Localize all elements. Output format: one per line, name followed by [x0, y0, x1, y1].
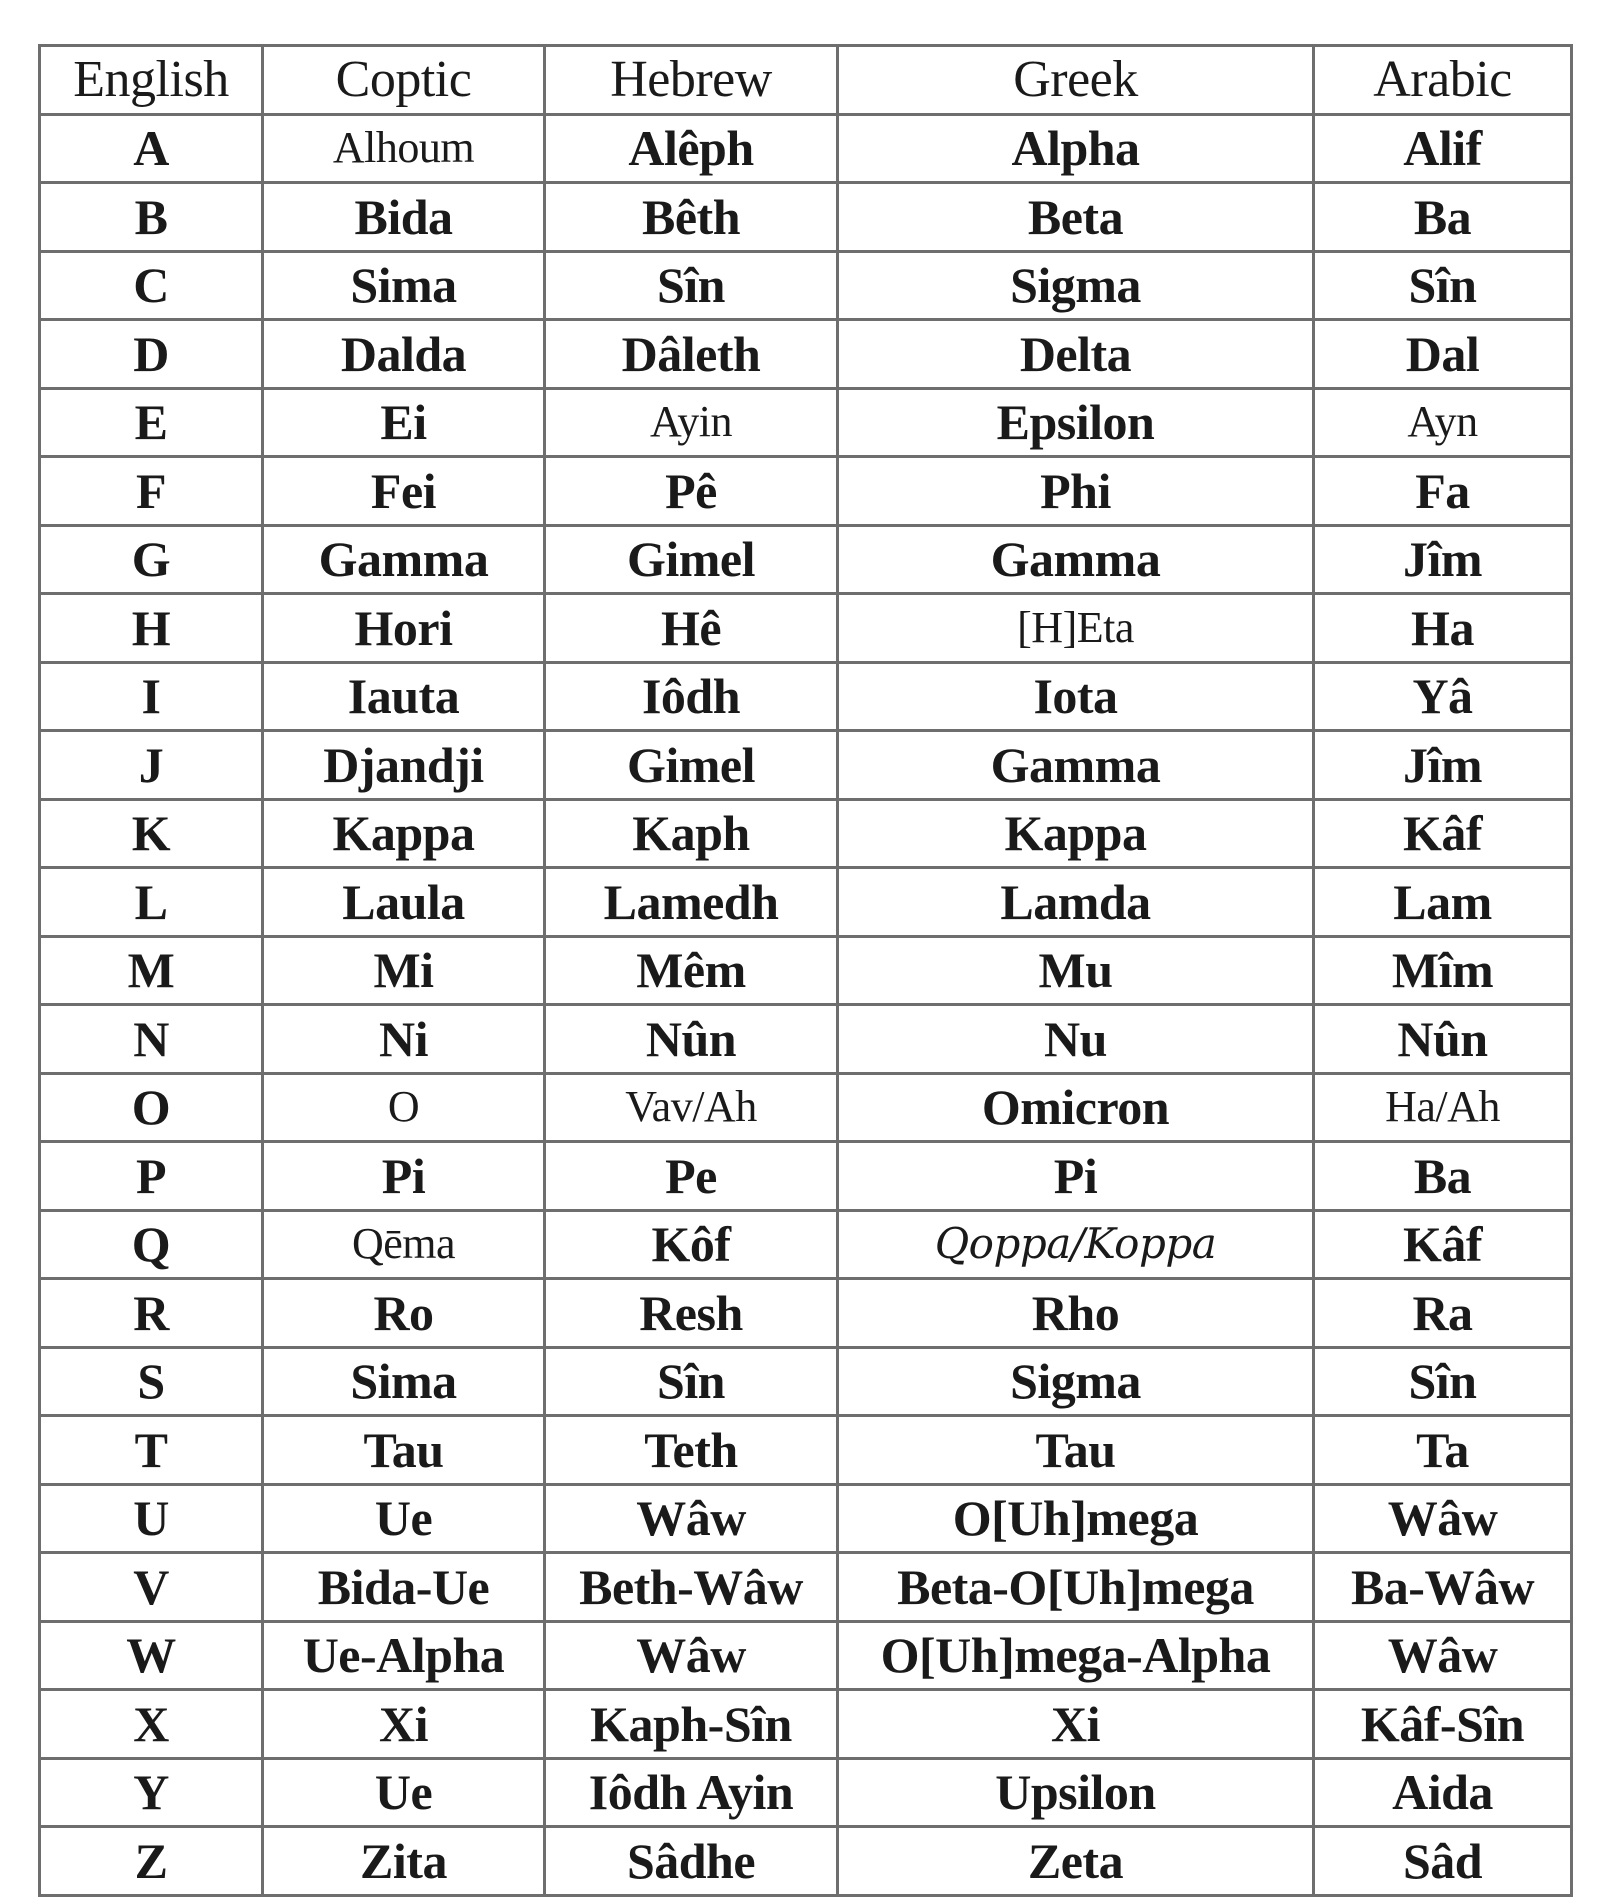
table-row: [40, 114, 1572, 183]
cell-arabic: Ba: [1314, 1142, 1572, 1211]
cell-hebrew: Alêph: [545, 114, 838, 183]
cell-hebrew: Iôdh Ayin: [545, 1758, 838, 1827]
cell-english: D: [40, 320, 263, 389]
cell-coptic: Xi: [263, 1690, 545, 1759]
cell-greek: Upsilon: [838, 1758, 1314, 1827]
cell-greek: Omicron: [838, 1073, 1314, 1142]
cell-hebrew: Kaph: [545, 799, 838, 868]
cell-greek: Beta: [838, 183, 1314, 252]
cell-coptic: Fei: [263, 457, 545, 526]
cell-hebrew: Nûn: [545, 1005, 838, 1074]
cell-hebrew: Resh: [545, 1279, 838, 1348]
cell-coptic: O: [263, 1073, 545, 1142]
cell-hebrew: Hê: [545, 594, 838, 663]
cell-greek: Sigma: [838, 1347, 1314, 1416]
cell-english: Z: [40, 1827, 263, 1896]
table-row: [40, 936, 1572, 1005]
cell-arabic: Lam: [1314, 868, 1572, 937]
cell-hebrew: Sâdhe: [545, 1827, 838, 1896]
cell-hebrew: Vav/Ah: [545, 1073, 838, 1142]
cell-greek: Nu: [838, 1005, 1314, 1074]
cell-arabic: Wâw: [1314, 1484, 1572, 1553]
table-row: [40, 388, 1572, 457]
cell-hebrew: Wâw: [545, 1484, 838, 1553]
cell-coptic: Bida-Ue: [263, 1553, 545, 1622]
header-hebrew: Hebrew: [545, 46, 838, 115]
cell-hebrew: Pê: [545, 457, 838, 526]
cell-coptic: Laula: [263, 868, 545, 937]
cell-arabic: Mîm: [1314, 936, 1572, 1005]
cell-arabic: Aida: [1314, 1758, 1572, 1827]
cell-english: E: [40, 388, 263, 457]
cell-english: A: [40, 114, 263, 183]
cell-coptic: Djandji: [263, 731, 545, 800]
cell-arabic: Ayn: [1314, 388, 1572, 457]
cell-arabic: Sîn: [1314, 251, 1572, 320]
cell-english: L: [40, 868, 263, 937]
cell-coptic: Sima: [263, 251, 545, 320]
cell-english: M: [40, 936, 263, 1005]
cell-greek: Pi: [838, 1142, 1314, 1211]
table-row: [40, 320, 1572, 389]
cell-greek: Phi: [838, 457, 1314, 526]
cell-hebrew: Gimel: [545, 731, 838, 800]
cell-greek: Kappa: [838, 799, 1314, 868]
cell-english: N: [40, 1005, 263, 1074]
table-row: [40, 525, 1572, 594]
cell-arabic: Fa: [1314, 457, 1572, 526]
cell-english: I: [40, 662, 263, 731]
cell-english: K: [40, 799, 263, 868]
cell-greek: Alpha: [838, 114, 1314, 183]
cell-greek: Iota: [838, 662, 1314, 731]
cell-hebrew: Sîn: [545, 1347, 838, 1416]
cell-english: Y: [40, 1758, 263, 1827]
cell-greek: Zeta: [838, 1827, 1314, 1896]
table-row: [40, 251, 1572, 320]
cell-hebrew: Mêm: [545, 936, 838, 1005]
table-header-row: [40, 46, 1572, 115]
cell-hebrew: Beth-Wâw: [545, 1553, 838, 1622]
cell-english: W: [40, 1621, 263, 1690]
table-row: [40, 1073, 1572, 1142]
cell-hebrew: Pe: [545, 1142, 838, 1211]
cell-hebrew: Kaph-Sîn: [545, 1690, 838, 1759]
cell-coptic: Ue-Alpha: [263, 1621, 545, 1690]
alphabet-comparison-table: [38, 44, 1573, 1897]
cell-arabic: Nûn: [1314, 1005, 1572, 1074]
cell-english: J: [40, 731, 263, 800]
cell-english: V: [40, 1553, 263, 1622]
table-body: [40, 114, 1572, 1895]
cell-coptic: Hori: [263, 594, 545, 663]
cell-greek: O[Uh]mega: [838, 1484, 1314, 1553]
table-row: [40, 1690, 1572, 1759]
cell-english: Q: [40, 1210, 263, 1279]
cell-coptic: Pi: [263, 1142, 545, 1211]
cell-arabic: Kâf: [1314, 1210, 1572, 1279]
cell-hebrew: Iôdh: [545, 662, 838, 731]
cell-arabic: Dal: [1314, 320, 1572, 389]
cell-coptic: Kappa: [263, 799, 545, 868]
cell-greek: [H]Eta: [838, 594, 1314, 663]
cell-hebrew: Kôf: [545, 1210, 838, 1279]
table-row: [40, 799, 1572, 868]
table-row: [40, 868, 1572, 937]
table-row: [40, 1210, 1572, 1279]
cell-english: O: [40, 1073, 263, 1142]
cell-english: C: [40, 251, 263, 320]
cell-hebrew: Bêth: [545, 183, 838, 252]
header-greek: Greek: [838, 46, 1314, 115]
cell-hebrew: Ayin: [545, 388, 838, 457]
table-row: [40, 457, 1572, 526]
cell-english: T: [40, 1416, 263, 1485]
cell-coptic: Alhoum: [263, 114, 545, 183]
cell-arabic: Alif: [1314, 114, 1572, 183]
cell-arabic: Wâw: [1314, 1621, 1572, 1690]
cell-arabic: Ba-Wâw: [1314, 1553, 1572, 1622]
cell-coptic: Tau: [263, 1416, 545, 1485]
cell-english: G: [40, 525, 263, 594]
cell-greek: Gamma: [838, 525, 1314, 594]
cell-arabic: Jîm: [1314, 731, 1572, 800]
table-row: [40, 1347, 1572, 1416]
cell-coptic: Ei: [263, 388, 545, 457]
cell-greek: Qoppa/Koppa: [838, 1210, 1314, 1279]
cell-coptic: Ue: [263, 1758, 545, 1827]
cell-greek: Sigma: [838, 251, 1314, 320]
table-row: [40, 1142, 1572, 1211]
cell-greek: O[Uh]mega-Alpha: [838, 1621, 1314, 1690]
table-row: [40, 183, 1572, 252]
cell-coptic: Ro: [263, 1279, 545, 1348]
cell-english: H: [40, 594, 263, 663]
cell-coptic: Zita: [263, 1827, 545, 1896]
table-row: [40, 1827, 1572, 1896]
cell-arabic: Ra: [1314, 1279, 1572, 1348]
cell-coptic: Dalda: [263, 320, 545, 389]
table-row: [40, 1484, 1572, 1553]
cell-coptic: Sima: [263, 1347, 545, 1416]
cell-arabic: Kâf-Sîn: [1314, 1690, 1572, 1759]
header-coptic: Coptic: [263, 46, 545, 115]
cell-greek: Lamda: [838, 868, 1314, 937]
cell-arabic: Kâf: [1314, 799, 1572, 868]
table-row: [40, 594, 1572, 663]
cell-english: P: [40, 1142, 263, 1211]
table-row: [40, 1005, 1572, 1074]
cell-hebrew: Teth: [545, 1416, 838, 1485]
cell-english: B: [40, 183, 263, 252]
cell-hebrew: Lamedh: [545, 868, 838, 937]
cell-english: S: [40, 1347, 263, 1416]
cell-hebrew: Gimel: [545, 525, 838, 594]
cell-greek: Rho: [838, 1279, 1314, 1348]
table-row: [40, 1553, 1572, 1622]
cell-greek: Beta-O[Uh]mega: [838, 1553, 1314, 1622]
header-arabic: Arabic: [1314, 46, 1572, 115]
cell-arabic: Sîn: [1314, 1347, 1572, 1416]
cell-coptic: Ue: [263, 1484, 545, 1553]
table-row: [40, 1416, 1572, 1485]
table-row: [40, 662, 1572, 731]
table-row: [40, 731, 1572, 800]
cell-coptic: Qēma: [263, 1210, 545, 1279]
cell-coptic: Iauta: [263, 662, 545, 731]
cell-greek: Tau: [838, 1416, 1314, 1485]
alphabet-table-container: [38, 44, 1570, 1889]
cell-english: X: [40, 1690, 263, 1759]
cell-english: U: [40, 1484, 263, 1553]
cell-greek: Xi: [838, 1690, 1314, 1759]
cell-arabic: Ha/Ah: [1314, 1073, 1572, 1142]
cell-arabic: Ba: [1314, 183, 1572, 252]
cell-greek: Mu: [838, 936, 1314, 1005]
cell-coptic: Gamma: [263, 525, 545, 594]
cell-greek: Gamma: [838, 731, 1314, 800]
cell-english: R: [40, 1279, 263, 1348]
cell-arabic: Ha: [1314, 594, 1572, 663]
cell-coptic: Mi: [263, 936, 545, 1005]
cell-english: F: [40, 457, 263, 526]
cell-arabic: Jîm: [1314, 525, 1572, 594]
cell-hebrew: Dâleth: [545, 320, 838, 389]
cell-coptic: Bida: [263, 183, 545, 252]
table-row: [40, 1621, 1572, 1690]
cell-arabic: Ta: [1314, 1416, 1572, 1485]
cell-greek: Delta: [838, 320, 1314, 389]
cell-hebrew: Wâw: [545, 1621, 838, 1690]
cell-arabic: Yâ: [1314, 662, 1572, 731]
cell-coptic: Ni: [263, 1005, 545, 1074]
cell-greek: Epsilon: [838, 388, 1314, 457]
cell-arabic: Sâd: [1314, 1827, 1572, 1896]
table-row: [40, 1758, 1572, 1827]
table-row: [40, 1279, 1572, 1348]
cell-hebrew: Sîn: [545, 251, 838, 320]
header-english: English: [40, 46, 263, 115]
